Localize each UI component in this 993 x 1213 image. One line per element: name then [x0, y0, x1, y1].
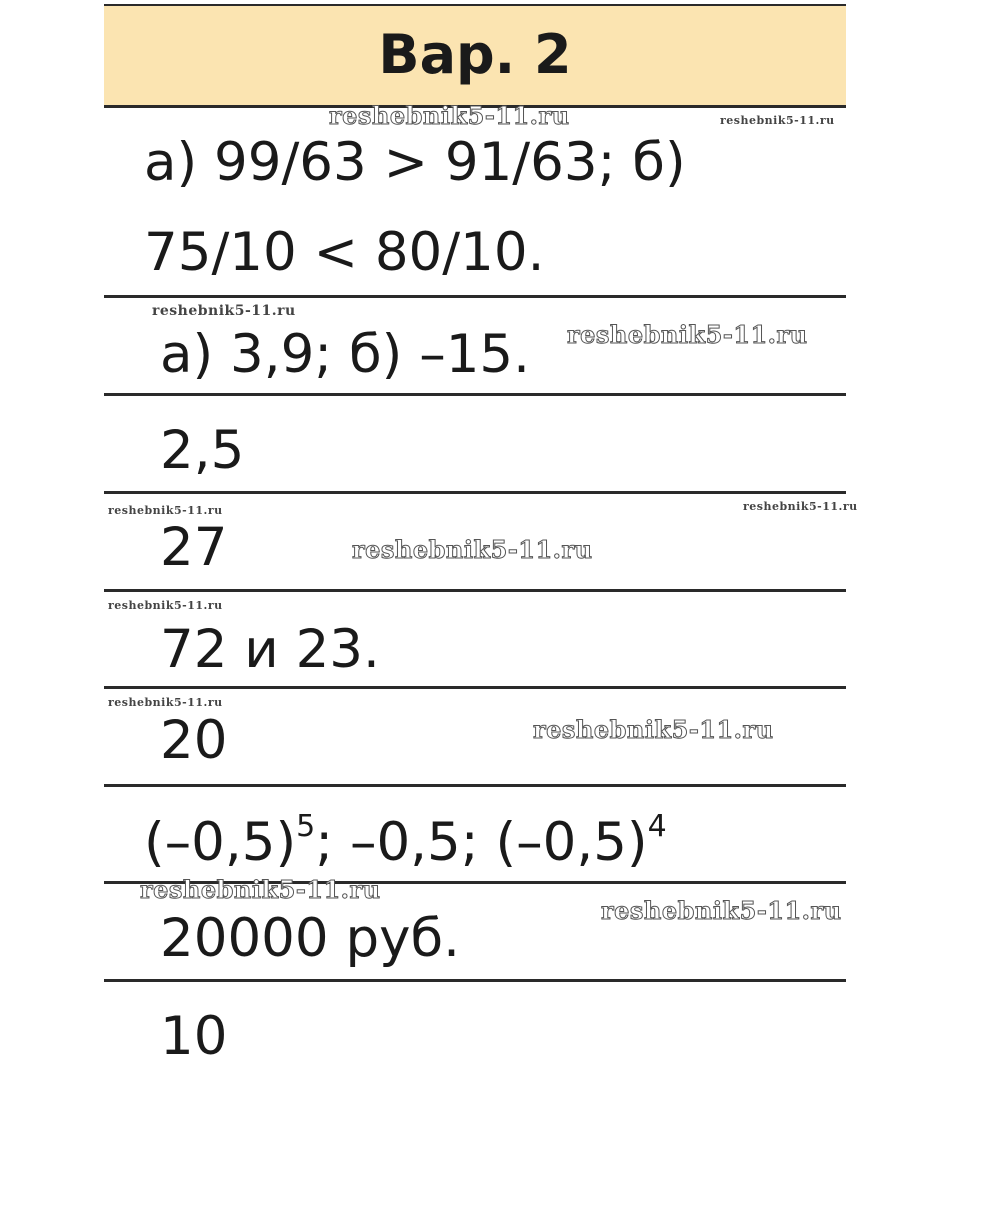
watermark: reshebnik5-11.ru: [533, 715, 774, 744]
variant-title: Вар. 2: [378, 23, 572, 86]
row-divider: [104, 979, 846, 982]
answer-7-exponent-1: 5: [296, 809, 316, 844]
answer-4: 27: [160, 517, 228, 578]
answer-7-exponent-2: 4: [647, 809, 667, 844]
answer-8: 20000 руб.: [160, 908, 460, 969]
variant-header: [104, 4, 846, 105]
answer-9: 10: [160, 1006, 228, 1067]
watermark-small: reshebnik5-11.ru: [108, 696, 223, 709]
watermark: reshebnik5-11.ru: [567, 320, 808, 349]
watermark-small: reshebnik5-11.ru: [152, 303, 296, 319]
watermark: reshebnik5-11.ru: [601, 896, 842, 925]
answer-7-base-2: ; –0,5; (–0,5): [315, 812, 648, 873]
watermark: reshebnik5-11.ru: [352, 535, 593, 564]
answer-2: а) 3,9; б) –15.: [160, 324, 530, 385]
watermark: reshebnik5-11.ru: [140, 875, 381, 904]
watermark-small: reshebnik5-11.ru: [743, 500, 858, 513]
answer-5: 72 и 23.: [160, 619, 380, 680]
watermark: reshebnik5-11.ru: [329, 101, 570, 130]
row-divider: [104, 295, 846, 298]
watermark-small: reshebnik5-11.ru: [720, 114, 835, 127]
row-divider: [104, 589, 846, 592]
answer-1-line-2: 75/10 < 80/10.: [144, 222, 545, 283]
row-divider: [104, 784, 846, 787]
answer-6: 20: [160, 710, 228, 771]
answer-1-line-1: а) 99/63 > 91/63; б): [144, 132, 686, 193]
row-divider: [104, 393, 846, 396]
row-divider: [104, 491, 846, 494]
watermark-small: reshebnik5-11.ru: [108, 599, 223, 612]
watermark-small: reshebnik5-11.ru: [108, 504, 223, 517]
answer-3: 2,5: [160, 420, 245, 481]
row-divider: [104, 686, 846, 689]
answer-7: [144, 809, 667, 874]
answer-7-base-1: (–0,5): [144, 812, 297, 873]
